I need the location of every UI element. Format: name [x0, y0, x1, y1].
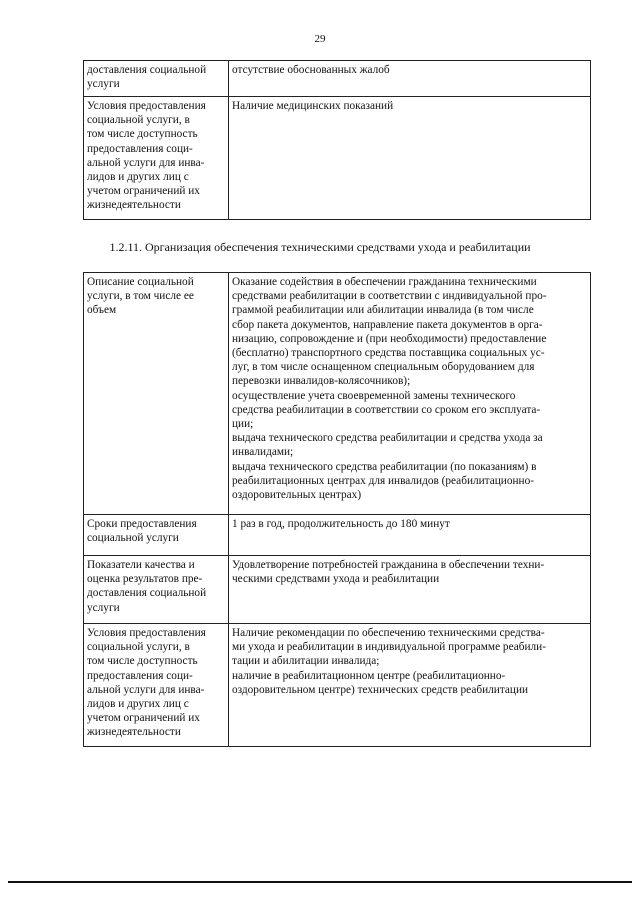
text-line: ми ухода и реабилитации в индивидуальной программе реабили- [232, 641, 546, 654]
section-heading: 1.2.11. Организация обеспечения техническими средствами ухода и реабилитации [109, 240, 531, 254]
row-value-cell [229, 273, 591, 515]
text-line: средствами реабилитации в соответствии с индивидуальной про- [232, 290, 547, 303]
text-line: ции; [232, 418, 254, 431]
text-line: альной услуги для инва- [87, 156, 205, 169]
text-line: Условия предоставления [87, 100, 206, 112]
text-line: отсутствие обоснованных жалоб [232, 64, 390, 76]
text-line: сбор пакета документов, направление пакета документов в орга- [232, 318, 543, 331]
text-line: доставления социальной [87, 64, 207, 76]
text-line: Удовлетворение потребностей гражданина в обеспечении техни- [232, 559, 545, 571]
text-line: (бесплатно) транспортного средства поставщика социальных ус- [232, 347, 545, 360]
table-row [84, 624, 591, 747]
text-line: оценка результатов пре- [87, 573, 203, 586]
text-line: осуществление учета своевременной замены технического [232, 389, 516, 402]
text-line: перевозки инвалидов-колясочников); [232, 375, 411, 388]
text-line: доставления социальной [87, 587, 207, 600]
text-line: средства реабилитации в соответствии со сроком его эксплуата- [232, 403, 541, 416]
row-label-cell [84, 61, 229, 97]
text-line: оздоровительных центрах) [232, 489, 362, 502]
text-line: учетом ограничений их [87, 185, 200, 198]
text-line: жизнедеятельности [87, 199, 181, 212]
row-value-cell [229, 624, 591, 747]
text-line: том числе доступность [87, 128, 198, 141]
text-line: жизнедеятельности [87, 726, 181, 739]
text-line: услуги [87, 601, 120, 614]
text-line: Показатели качества и [87, 559, 195, 571]
row-label-cell [84, 624, 229, 747]
text-line: наличие в реабилитационном центре (реабилитационно- [232, 669, 506, 682]
text-line: луг, в том числе оснащенном специальным оборудованием для [232, 361, 535, 374]
row-label-cell [84, 556, 229, 624]
text-line: предоставления соци- [87, 669, 193, 682]
row-value-cell [229, 556, 591, 624]
text-line: Описание социальной [87, 276, 194, 288]
text-line: реабилитационных центрах для инвалидов (реабилитационно- [232, 474, 535, 487]
table-row [84, 556, 591, 624]
text-line: низацию, сопровождение и (при необходимости) предоставление [232, 332, 547, 345]
text-line: лидов и других лиц с [87, 171, 189, 184]
text-line: Сроки предоставления [87, 518, 197, 530]
row-value-cell [229, 61, 591, 97]
row-label-cell [84, 273, 229, 515]
text-line: том числе доступность [87, 655, 198, 668]
text-line: объем [87, 304, 117, 317]
text-line: оздоровительном центре) технических средств реабилитации [232, 683, 529, 696]
text-line: лидов и других лиц с [87, 698, 189, 711]
text-line: социальной услуги [87, 532, 179, 545]
text-line: 1 раз в год, продолжительность до 180 минут [232, 518, 450, 530]
text-line: учетом ограничений их [87, 712, 200, 725]
table-row [84, 61, 591, 97]
text-line: социальной услуги, в [87, 114, 190, 127]
text-line: граммой реабилитации или абилитации инвалида (в том числе [232, 304, 534, 317]
text-line: услуги [87, 78, 120, 91]
text-line: альной услуги для инва- [87, 683, 205, 696]
table-row [84, 273, 591, 515]
text-line: выдача технического средства реабилитации (по показаниям) в [232, 460, 537, 473]
text-line: Условия предоставления [87, 627, 206, 639]
text-line: Наличие медицинских показаний [232, 100, 394, 112]
service-table-continued [83, 60, 591, 220]
text-line: ческими средствами ухода и реабилитации [232, 573, 440, 586]
text-line: социальной услуги, в [87, 641, 190, 654]
table-row [84, 515, 591, 556]
page-number: 29 [314, 33, 326, 45]
row-label-cell [84, 515, 229, 556]
row-value-cell [229, 515, 591, 556]
text-line: инвалидами; [232, 446, 294, 459]
service-table [83, 272, 591, 747]
bottom-rule [8, 881, 632, 883]
text-line: Оказание содействия в обеспечении гражданина техническими [232, 276, 537, 288]
text-line: услуги, в том числе ее [87, 290, 194, 303]
text-line: выдача технического средства реабилитации и средства ухода за [232, 432, 543, 445]
text-line: Наличие рекомендации по обеспечению техническими средства- [232, 627, 545, 639]
text-line: тации и абилитации инвалида; [232, 655, 380, 668]
row-label-cell [84, 97, 229, 220]
text-line: предоставления соци- [87, 142, 193, 155]
table-row [84, 97, 591, 220]
row-value-cell [229, 97, 591, 220]
